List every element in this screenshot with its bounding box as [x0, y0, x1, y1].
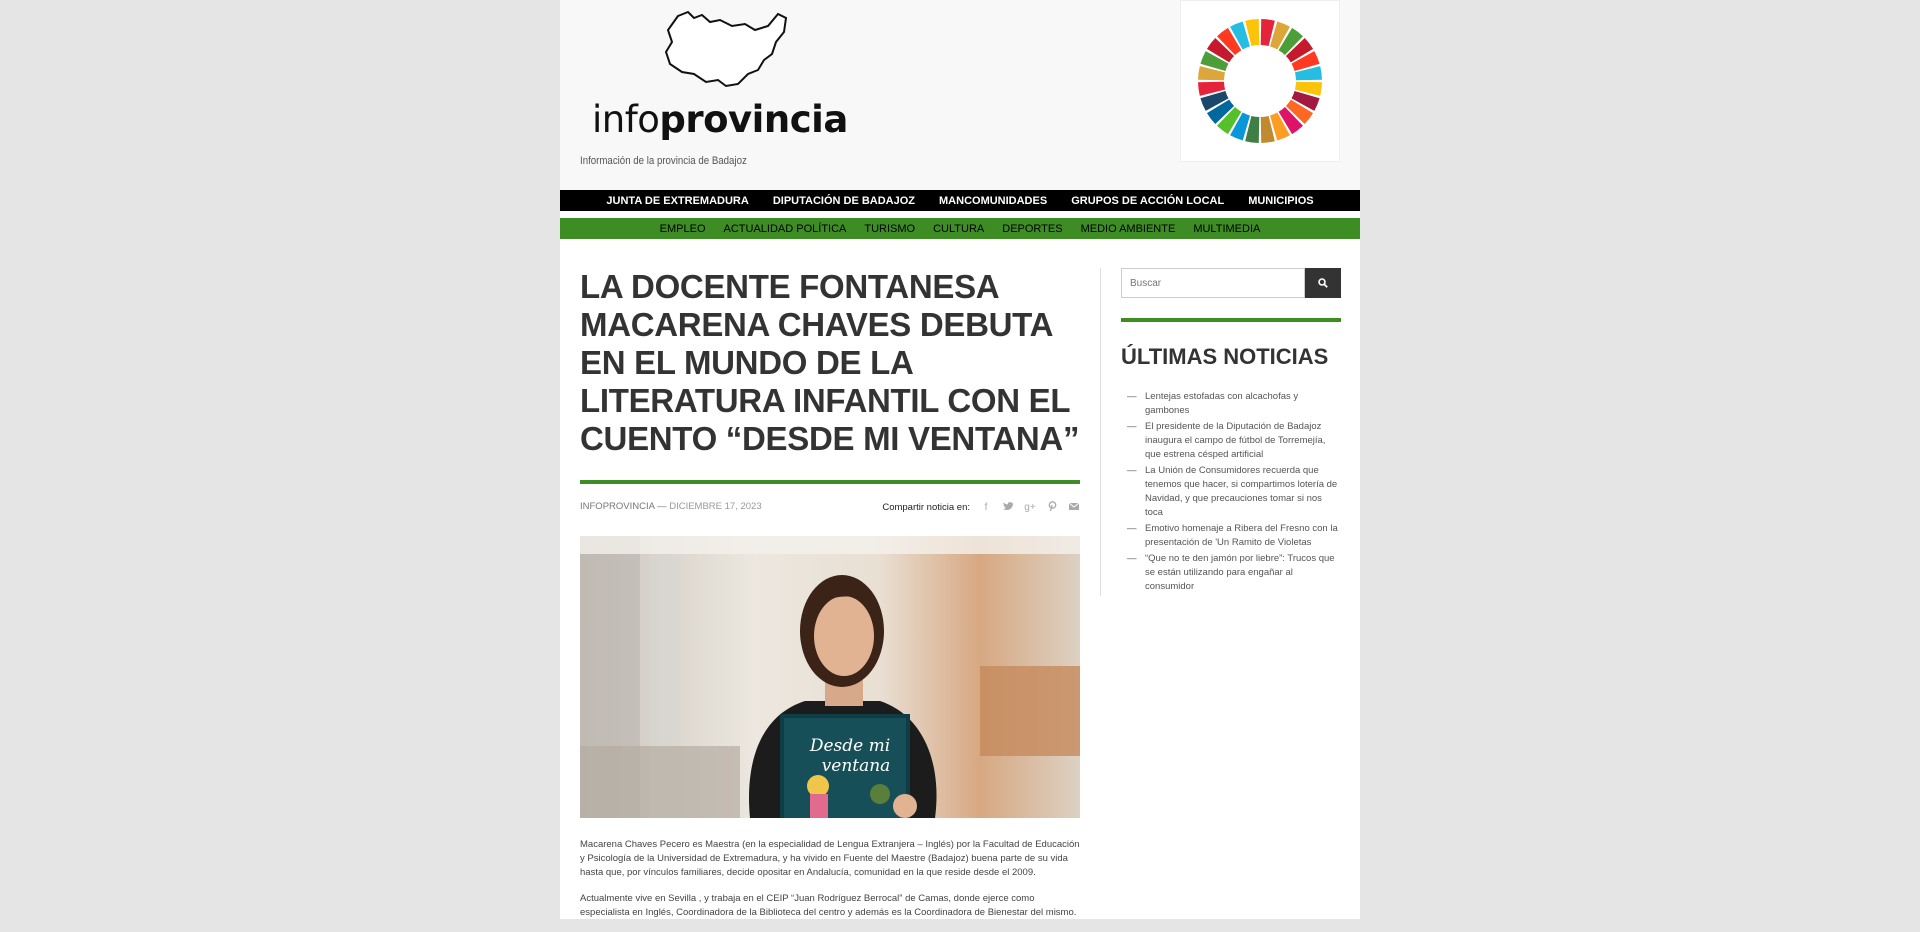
- latest-news-item[interactable]: — Emotivo homenaje a Ribera del Fresno con la presentación de 'Un Ramito de Violetas: [1121, 522, 1341, 550]
- search-form: [1121, 268, 1341, 298]
- share-bar: [882, 501, 1080, 514]
- author-link[interactable]: INFOPROVINCIA: [580, 501, 655, 512]
- search-input[interactable]: [1121, 268, 1305, 298]
- article-body: [580, 838, 1080, 920]
- latest-news-item[interactable]: — “Que no te den jamón por liebre”: Trucos que se están utilizando para engañar al consumidor: [1121, 552, 1341, 594]
- nav-top-item[interactable]: MANCOMUNIDADES: [939, 194, 1048, 207]
- article-title: LA DOCENTE FONTANESA MACARENA CHAVES DEBUTA EN EL MUNDO DE LA LITERATURA INFANTIL CON EL CUENTO “DESDE MI VENTANA”: [580, 268, 1080, 457]
- share-label: Compartir noticia en:: [882, 502, 970, 513]
- sdg-wheel-logo[interactable]: [1180, 0, 1340, 162]
- article-meta: [580, 494, 1080, 524]
- page: [560, 0, 1360, 919]
- latest-news-item[interactable]: — La Unión de Consumidores recuerda que tenemos que hacer, si compartimos lotería de Navidad, y que precauciones tomar si nos toca: [1121, 464, 1341, 520]
- nav-bottom-item[interactable]: MEDIO AMBIENTE: [1080, 222, 1176, 235]
- email-icon[interactable]: [1068, 502, 1080, 513]
- twitter-icon[interactable]: [1002, 502, 1014, 514]
- byline-separator: —: [654, 501, 670, 512]
- sdg-wheel-icon: [1195, 16, 1325, 146]
- search-icon: [1318, 278, 1328, 288]
- site-tagline: Información de la provincia de Badajoz: [580, 155, 747, 167]
- article-paragraph: Actualmente vive en Sevilla , y trabaja en el CEIP “Juan Rodríguez Berrocal” de Camas, donde ejerce como especialista en Inglés, Coordinadora de la Biblioteca del centro y además es la Coordinadora de Bienestar del mismo.: [580, 893, 1077, 918]
- nav-top-item[interactable]: GRUPOS DE ACCIÓN LOCAL: [1071, 194, 1225, 207]
- latest-news-list: [1121, 390, 1341, 594]
- nav-bottom-item[interactable]: DEPORTES: [1002, 222, 1063, 235]
- book-cover-title: Desde mi ventana: [809, 736, 891, 776]
- nav-bottom-item[interactable]: ACTUALIDAD POLÍTICA: [723, 222, 847, 235]
- facebook-icon[interactable]: f: [984, 502, 988, 513]
- secondary-nav: [560, 218, 1360, 239]
- nav-bottom-item[interactable]: CULTURA: [933, 222, 985, 235]
- nav-bottom-item[interactable]: TURISMO: [864, 222, 916, 235]
- primary-nav: [560, 190, 1360, 211]
- logo-wordmark: infoprovincia: [592, 98, 848, 141]
- badajoz-map-icon: [660, 8, 790, 103]
- nav-bottom-item[interactable]: EMPLEO: [659, 222, 706, 235]
- article-featured-image: [580, 536, 1080, 818]
- pinterest-icon[interactable]: [1046, 501, 1058, 514]
- article-paragraph: Macarena Chaves Pecero es Maestra (en la especialidad de Lengua Extranjera – Inglés) por la Facultad de Educación y Psicología de la Universidad de Extremadura, y ha vivido en Fuente del Maestre (Badajoz) buena parte de su vida hasta que, por vínculos familiares, decide opositar en Andalucía, comunidad en la que reside desde el 2009.: [580, 839, 1080, 878]
- article-date: DICIEMBRE 17, 2023: [669, 501, 762, 512]
- latest-news-title: ÚLTIMAS NOTICIAS: [1121, 344, 1329, 369]
- nav-top-item[interactable]: DIPUTACIÓN DE BADAJOZ: [772, 194, 916, 207]
- site-logo[interactable]: [580, 8, 860, 143]
- search-button[interactable]: [1305, 268, 1341, 298]
- sidebar: [1100, 268, 1340, 596]
- article-byline: [580, 501, 762, 512]
- site-header: [560, 0, 1360, 190]
- article: [580, 268, 1080, 932]
- nav-top-item[interactable]: MUNICIPIOS: [1248, 194, 1314, 207]
- sidebar-divider: [1121, 318, 1341, 322]
- latest-news-item[interactable]: — Lentejas estofadas con alcachofas y gambones: [1121, 390, 1341, 418]
- nav-top-item[interactable]: JUNTA DE EXTREMADURA: [606, 194, 749, 207]
- google-plus-icon[interactable]: g+: [1024, 502, 1036, 513]
- title-divider: [580, 480, 1080, 484]
- nav-bottom-item[interactable]: MULTIMEDIA: [1193, 222, 1261, 235]
- latest-news-item[interactable]: — El presidente de la Diputación de Badajoz inaugura el campo de fútbol de Torremejía, que estrena césped artificial: [1121, 420, 1341, 462]
